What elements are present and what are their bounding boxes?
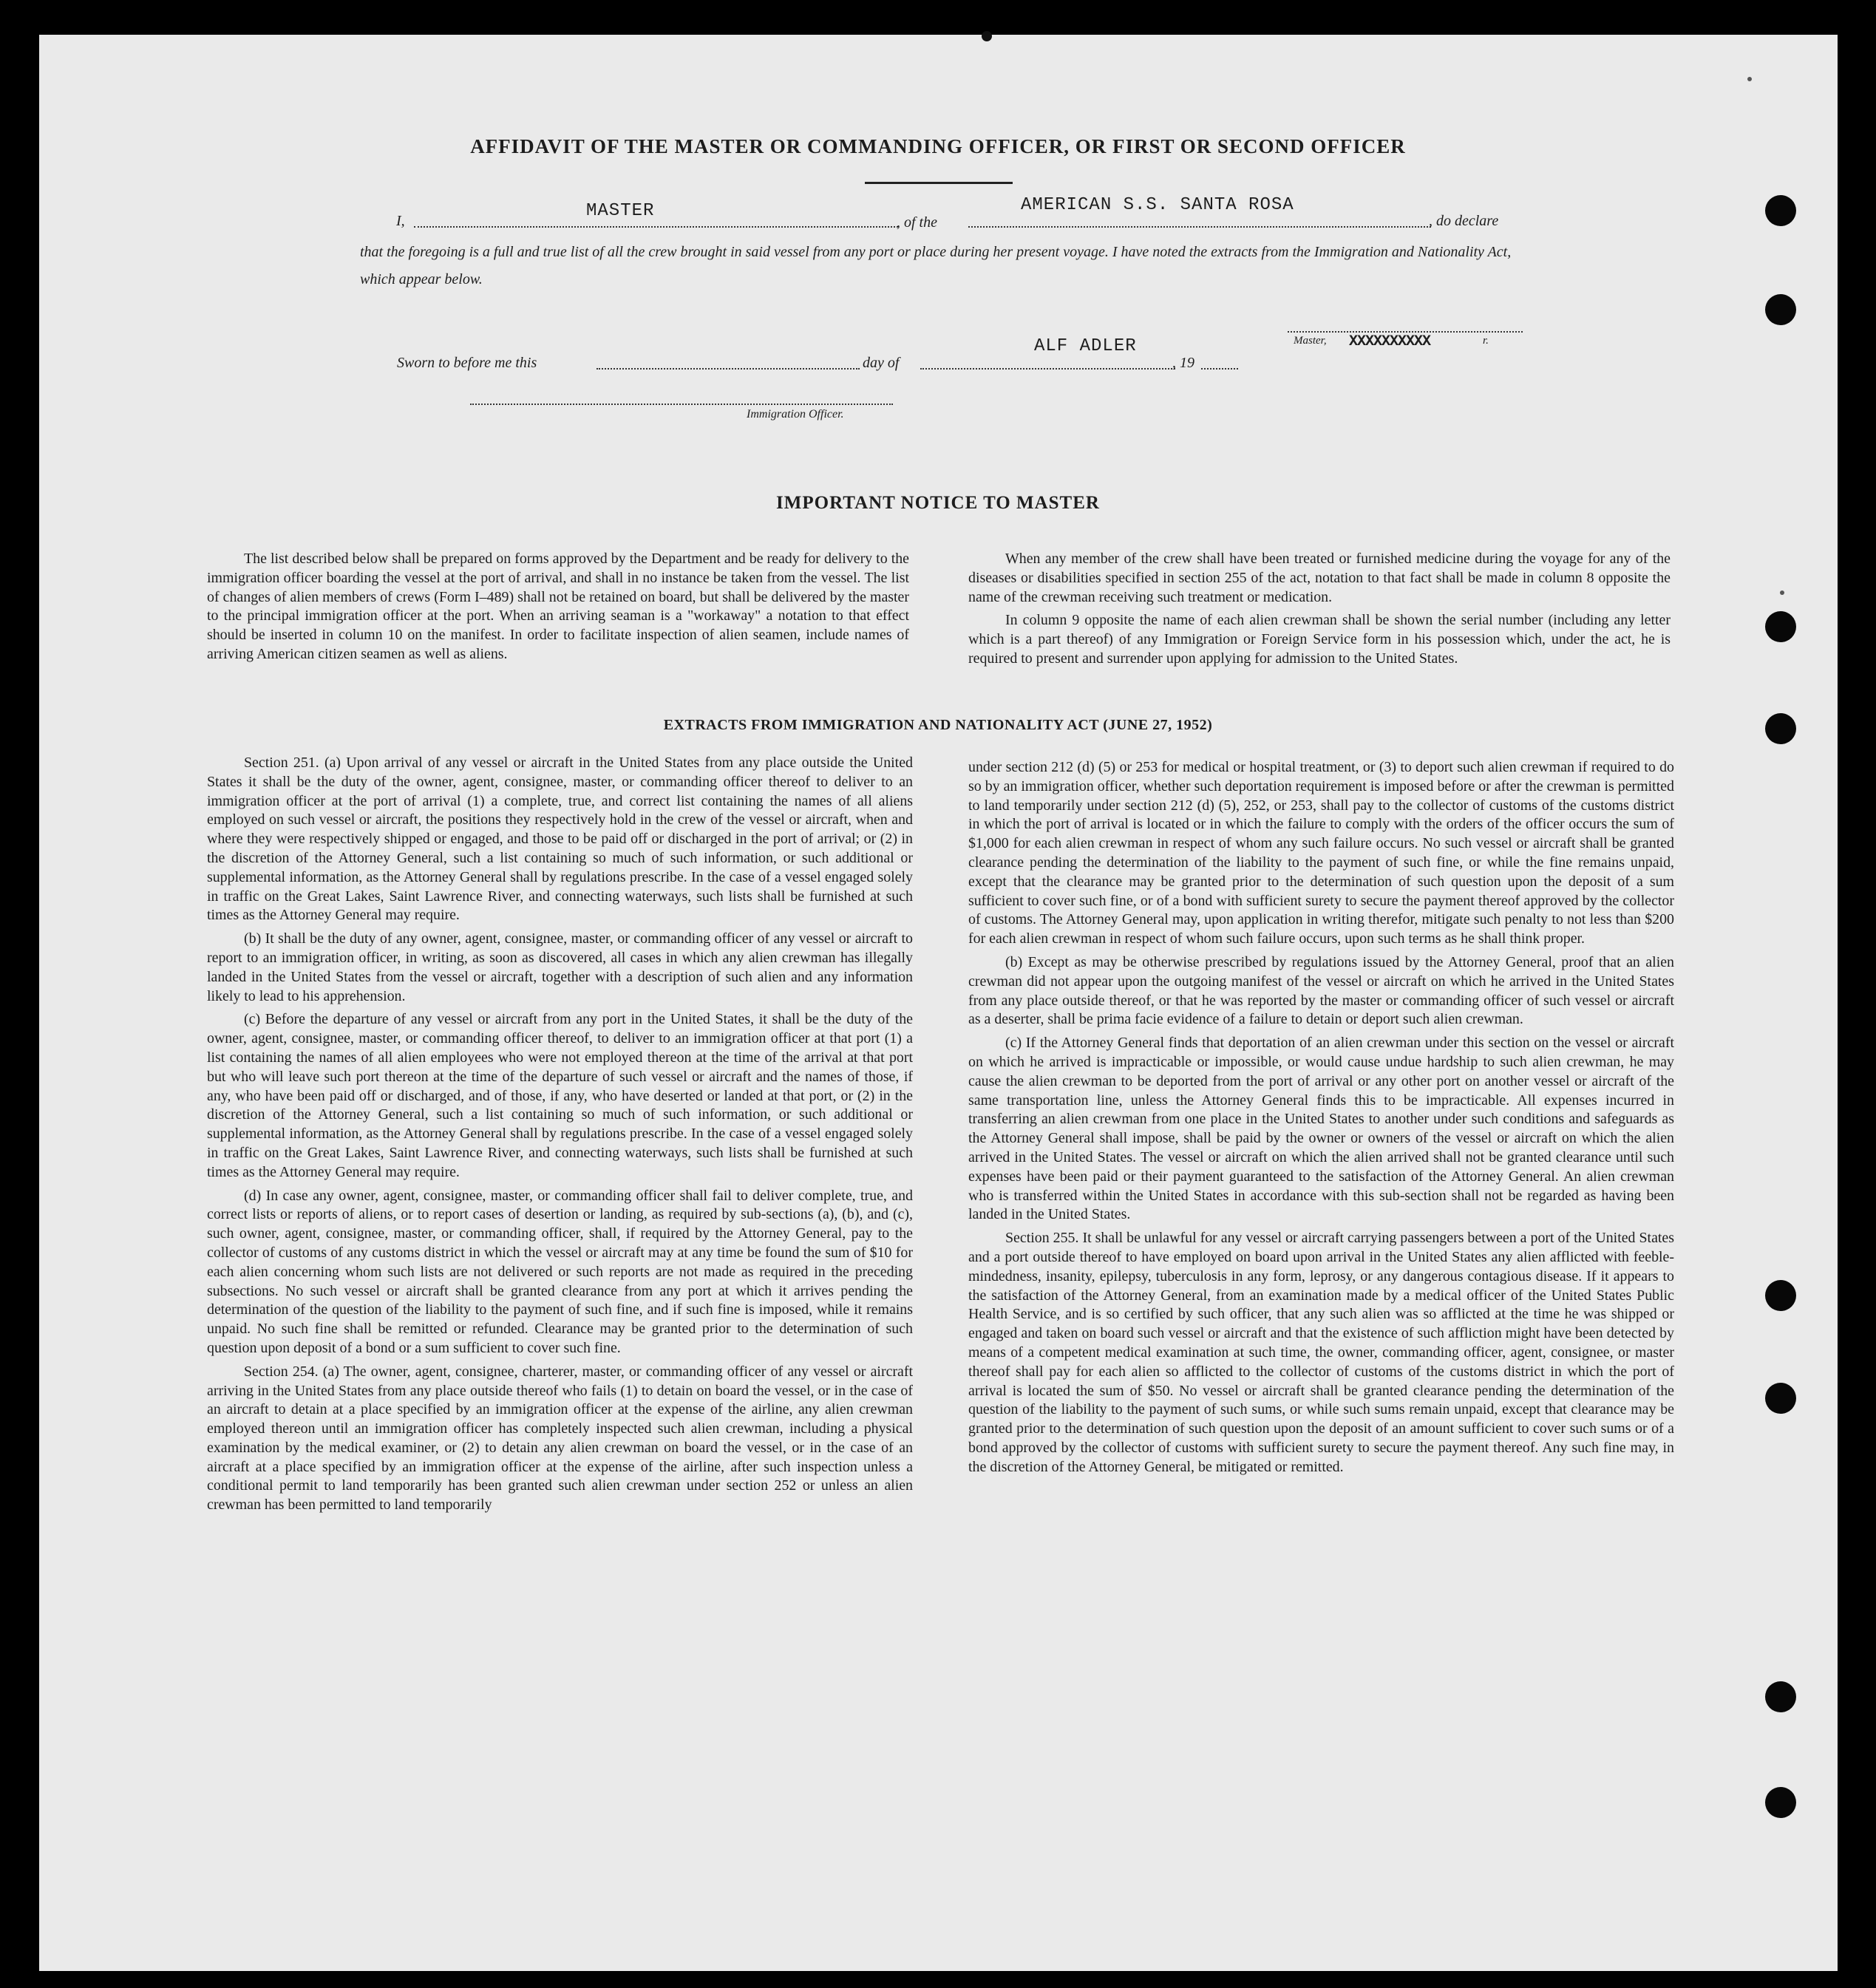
act-section-paragraph: (b) Except as may be otherwise prescribed by regulations issued by the Attorney General, proof that an alien crewman did not appear upon the outgoing manifest of the vessel or aircraft on which he arrived in the United States from any place outside thereof, or that he was reported by the master or commanding officer of such vessel or aircraft as a deserter, shall be prima facie evidence of a failure to detain or deport such alien crewman. xyxy=(968,953,1674,1028)
struck-title: XXXXXXXXXX xyxy=(1349,333,1431,350)
punch-hole xyxy=(1765,1280,1796,1311)
extracts-left-column xyxy=(207,754,913,1515)
act-section-paragraph: Section 251. (a) Upon arrival of any vessel or aircraft in the United States from any place outside the United States it shall be the duty of the owner, agent, consignee, master, or commanding officer thereof to deliver to an immigration officer at the port of arrival (1) a complete, true, and correct list containing the names of all aliens employed on such vessel or aircraft, the positions they respectively hold in the crew of the vessel or aircraft, when and where they were respectively shipped or engaged, and those to be paid off or discharged in the port of arrival; or (2) in the discretion of the Attorney General, such a list containing so much of such information, or such additional or supplemental information, as the Attorney General shall by regulations prescribe. In the case of a vessel engaged solely in traffic on the Great Lakes, Saint Lawrence River, and connecting waterways, such lists shall be furnished at such times as the Attorney General may require. xyxy=(207,755,913,924)
typed-signature: ALF ADLER xyxy=(1034,336,1137,356)
notice-paragraph: In column 9 opposite the name of each alien crewman shall be shown the serial number (including any letter which is a part thereof) of any Immigration or Foreign Service form in his possession which, under the act, he is required to present and surrender upon applying for admission to the United States. xyxy=(968,612,1671,667)
act-section-paragraph: (d) In case any owner, agent, consignee, master, or commanding officer shall fail to deliver complete, true, and correct lists or reports of aliens, or to report cases of desertion or landing, as required by sub-sections (a), (b), and (c), such owner, agent, consignee, master, or commanding officer, shall, if required by the Attorney General, pay to the collector of customs of any customs district in which the vessel or aircraft may at any time be found the sum of $10 for each alien concerning whom such lists are not delivered or such reports are not made as required in the preceding subsections. No such vessel or aircraft shall be granted clearance from any port at which it arrives pending the determination of the question of the liability to the payment of such fine, and if such fine is imposed, while it remains unpaid. No such fine shall be remitted or refunded. Clearance may be granted prior to the determination of such question upon deposit of a bond or a sum sufficient to cover such fine. xyxy=(207,1187,913,1356)
notice-paragraph: When any member of the crew shall have been treated or furnished medicine during the voyage for any of the diseases or disabilities specified in section 255 of the act, notation to that fact shall be made in column 8 opposite the name of the crewman receiving such treatment or medication. xyxy=(968,551,1671,605)
officer-label: Immigration Officer. xyxy=(747,408,844,421)
notice-left-column xyxy=(207,550,909,664)
act-section-paragraph: Section 254. (a) The owner, agent, consignee, charterer, master, or commanding officer of any vessel or aircraft arriving in the United States from any place outside thereof who fails (1) to detain on board the vessel, or in the case of an aircraft to detain at a place specified by an immigration officer at the expense of the airline, any alien crewman employed thereon until an immigration officer has completely inspected such alien crewman, including a physical examination by the medical examiner, or (2) to detain any alien crewman on board the vessel, or in the case of an aircraft at a place specified by an immigration officer at the expense of the airline, after such inspection unless a conditional permit to land temporarily has been granted such alien crewman under section 252 or unless an alien crewman has been permitted to land temporarily xyxy=(207,1363,913,1514)
affidavit-title: AFFIDAVIT OF THE MASTER OR COMMANDING OFFICER, OR FIRST OR SECOND OFFICER xyxy=(470,135,1406,157)
notice-right-column xyxy=(968,550,1671,669)
punch-hole xyxy=(1765,195,1796,226)
extracts-heading: EXTRACTS FROM IMMIGRATION AND NATIONALITY ACT (JUNE 27, 1952) xyxy=(663,717,1213,733)
act-section-paragraph: (c) Before the departure of any vessel or aircraft from any port in the United States, it shall be the duty of the owner, agent, consignee, master, or commanding officer thereof, to deliver to an immigration officer at that port (1) a list containing the names of all alien employees who were not employed thereon at the time of the arrival at that port but who will leave such port thereon at the time of the departure of such vessel or aircraft and the names of those, if any, who have been paid off or discharged, and of those, if any, who have deserted or landed at that port, or (2) in the discretion of the Attorney General, such a list containing so much of such information, or such additional or supplemental information, as the Attorney General shall by regulations prescribe. In the case of a vessel engaged solely in traffic on the Great Lakes, Saint Lawrence River, and connecting waterways, such lists shall be furnished at such times as the Attorney General may require. xyxy=(207,1011,913,1180)
of-the-label: , of the xyxy=(897,214,937,231)
scan-speck xyxy=(1747,77,1752,81)
day-of-label: day of xyxy=(863,355,900,371)
title-rule xyxy=(865,182,1013,184)
sworn-label: Sworn to before me this xyxy=(397,355,537,371)
year-line xyxy=(1201,368,1238,370)
rank-field-line xyxy=(414,226,898,228)
typed-rank: MASTER xyxy=(586,201,655,221)
notice-heading: IMPORTANT NOTICE TO MASTER xyxy=(776,493,1100,513)
vessel-field-line xyxy=(968,226,1431,228)
do-declare-label: , do declare xyxy=(1429,213,1499,229)
signature-line xyxy=(1288,331,1523,333)
act-section-paragraph: under section 212 (d) (5) or 253 for medical or hospital treatment, or (3) to deport such alien crewman if required to do so by an immigration officer, whether such deportation requirement is imposed before or after the crewman is permitted to land temporarily under section 212 (d) (5), 252, or 253, shall pay to the collector of customs of the customs district in which the port of arrival is located or in which the failure to comply with the orders of the officer occurs the sum of $1,000 for each alien crewman in respect of whom any such failure occurs. No such vessel or aircraft shall be granted clearance pending the determination of the liability to the payment of such fine, or while the fine remains unpaid, except that the clearance may be granted prior to the determination of such question upon the deposit of a sum sufficient to cover such fine, or of a bond with sufficient surety to secure the payment thereof approved by the collector of customs. The Attorney General may, upon application in writing therefor, mitigate such penalty to not less than $200 for each alien crewman in respect of whom such failure occurs, upon such terms as he shall think proper. xyxy=(968,759,1674,947)
extracts-right-column xyxy=(968,758,1674,1477)
binding-mark xyxy=(982,31,992,41)
punch-hole xyxy=(1765,1787,1796,1818)
i-label: I, xyxy=(396,213,405,229)
officer-signature-line xyxy=(470,404,893,405)
sworn-date-line xyxy=(597,368,860,370)
act-section-paragraph: (c) If the Attorney General finds that deportation of an alien crewman under this section on the vessel or aircraft on which he arrived is impracticable or impossible, or would cause undue hardship to such alien crewman, he may cause the alien crewman to be deported from the port of arrival or any other port on another vessel or aircraft of the same transportation line, unless the Attorney General finds this to be impracticable. All expenses incurred in transferring an alien crewman from one place in the United States to another under such conditions and safeguards as the Attorney General shall impose, shall be paid by the owner or owners of the vessel or aircraft on which the alien arrived in the United States. The vessel or aircraft on which the alien arrived shall not be granted clearance until such expenses have been paid or their payment guaranteed to the satisfaction of the Attorney General. An alien crewman who is transferred within the United States in accordance with this sub-section shall not be regarded as having been landed in the United States. xyxy=(968,1035,1674,1223)
punch-hole xyxy=(1765,1681,1796,1712)
month-line xyxy=(920,368,1175,370)
year-label: , 19 xyxy=(1172,355,1194,371)
act-section-paragraph: (b) It shall be the duty of any owner, agent, consignee, master, or commanding officer of any vessel or aircraft to report to an immigration officer, in writing, as soon as discovered, all cases in which any alien crewman has illegally landed in the United States from the vessel or aircraft, together with a description of such alien and any information likely to lead to his apprehension. xyxy=(207,930,913,1004)
struck-suffix: r. xyxy=(1483,335,1489,347)
declaration-text: that the foregoing is a full and true list of all the crew brought in said vessel from any port or place during her present voyage. I have noted the extracts from the Immigration and Nationality Act, which appear below. xyxy=(360,244,1512,287)
act-section-paragraph: Section 255. It shall be unlawful for any vessel or aircraft carrying passengers between a port of the United States and a port outside thereof to have employed on board upon arrival in the United States any alien afflicted with feeble-mindedness, insanity, epilepsy, tuberculosis in any form, leprosy, or any dangerous contagious disease. If it appears to the satisfaction of the Attorney General, from an examination made by a medical officer of the United States Public Health Service, and is so certified by such officer, that any such alien was so afflicted at the time he was shipped or engaged and taken on board such vessel or aircraft and that the existence of such affliction might have been detected by means of a competent medical examination at such time, the owner, commanding officer, agent, consignee, or master thereof shall pay for each alien so afflicted to the collector of customs of the customs district in which the port of arrival is located the sum of $50. No vessel or aircraft shall be granted clearance pending the determination of the question of the liability to the payment of such sums, or while such sums remain unpaid, except that clearance may be granted prior to the determination of such question upon the deposit of an amount sufficient to cover such sums or of a bond approved by the collector of customs with sufficient surety to secure the payment thereof. Any such fine may, in the discretion of the Attorney General, be mitigated or remitted. xyxy=(968,1230,1674,1475)
punch-hole xyxy=(1765,611,1796,642)
master-label: Master, xyxy=(1294,335,1327,347)
punch-hole xyxy=(1765,1383,1796,1414)
typed-vessel: AMERICAN S.S. SANTA ROSA xyxy=(1021,195,1294,215)
scan-speck xyxy=(1780,590,1784,595)
notice-paragraph: The list described below shall be prepared on forms approved by the Department and be ready for delivery to the immigration officer boarding the vessel at the port of arrival, and shall in no instance be taken from the vessel. The list of changes of alien members of crews (Form I–489) shall not be retained on board, but shall be delivered by the master to the principal immigration officer at the port. When an arriving seaman is a "workaway" a notation to that effect should be inserted in column 10 on the manifest. In order to facilitate inspection of alien seamen, include names of arriving American citizen seamen as well as aliens. xyxy=(207,551,909,662)
punch-hole xyxy=(1765,294,1796,325)
